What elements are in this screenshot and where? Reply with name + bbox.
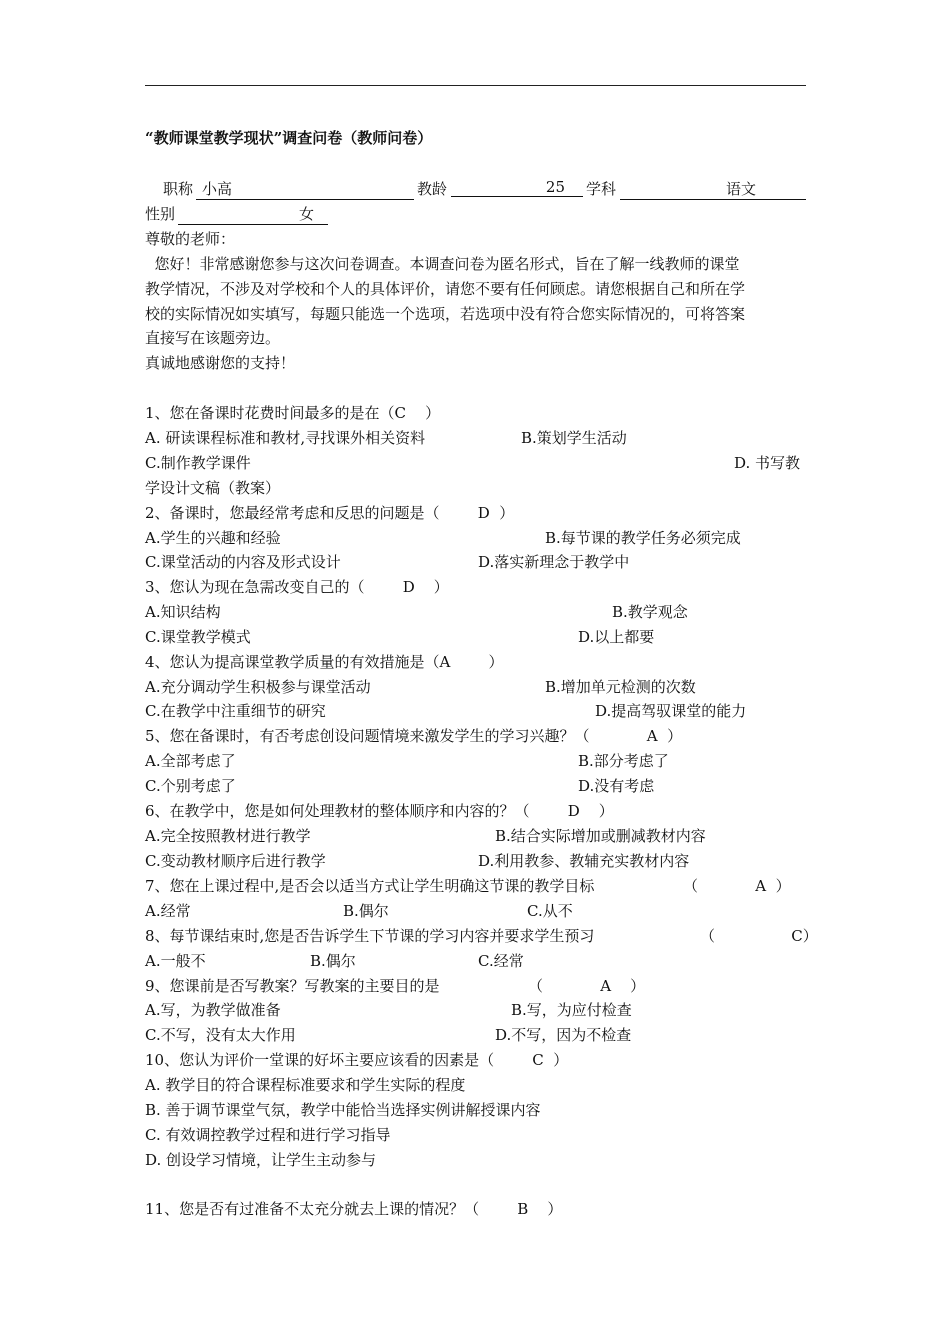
q3-option-c: C.课堂教学模式 [145, 628, 251, 646]
q4-option-a: A.充分调动学生积极参与课堂活动 [145, 678, 371, 696]
q3-option-a: A.知识结构 [145, 603, 221, 621]
q9-answer: （ A ） [528, 977, 646, 995]
q9-option-d: D.不写，因为不检查 [495, 1026, 632, 1044]
q10-option-d: D. 创设学习情境，让学生主动参与 [145, 1151, 377, 1169]
age-value: 25 [545, 178, 565, 196]
thanks-text: 真诚地感谢您的支持！ [145, 354, 296, 372]
question-4: 4、您认为提高课堂教学质量的有效措施是（A ） [145, 653, 504, 671]
q1-option-b: B.策划学生活动 [521, 429, 627, 447]
q6-option-d: D.利用教参、教辅充实教材内容 [478, 852, 690, 870]
q10-option-c: C. 有效调控教学过程和进行学习指导 [145, 1126, 391, 1144]
q3-option-b: B.教学观念 [612, 603, 688, 621]
gender-value: 女 [298, 205, 314, 223]
question-8: 8、每节课结束时,您是否告诉学生下节课的学习内容并要求学生预习 [145, 927, 595, 945]
q5-option-b: B.部分考虑了 [578, 752, 669, 770]
q10-option-a: A. 教学目的符合课程标准要求和学生实际的程度 [145, 1076, 466, 1094]
q8-answer: （ C） [700, 927, 818, 945]
q2-option-b: B.每节课的教学任务必须完成 [545, 529, 741, 547]
intro-line: 您好！非常感谢您参与这次问卷调查。本调查问卷为匿名形式，旨在了解一线教师的课堂 [145, 255, 740, 273]
question-11: 11、您是否有过准备不太充分就去上课的情况？（ B ） [145, 1200, 563, 1218]
q8-option-b: B.偶尔 [310, 952, 356, 970]
q9-option-a: A.写，为教学做准备 [145, 1001, 281, 1019]
q2-option-d: D.落实新理念于教学中 [478, 553, 630, 571]
gender-label: 性别 [145, 205, 176, 223]
subject-label: 学科 [586, 180, 617, 198]
title-value: 小高 [202, 180, 233, 198]
q9-option-c: C.不写，没有太大作用 [145, 1026, 296, 1044]
question-7: 7、您在上课过程中,是否会以适当方式让学生明确这节课的教学目标 [145, 877, 595, 895]
subject-field [620, 178, 806, 200]
q5-option-a: A.全部考虑了 [145, 752, 236, 770]
q8-option-a: A.一般不 [145, 952, 206, 970]
q10-option-b: B. 善于调节课堂气氛，教学中能恰当选择实例讲解授课内容 [145, 1101, 541, 1119]
title-label: 职称 [163, 180, 194, 198]
intro-line: 教学情况，不涉及对学校和个人的具体评价，请您不要有任何顾虑。请您根据自己和所在学 [145, 280, 746, 298]
greeting: 尊敬的老师： [145, 230, 236, 248]
header-rule [145, 85, 806, 86]
question-10: 10、您认为评价一堂课的好坏主要应该看的因素是（ C ） [145, 1051, 569, 1069]
q4-option-b: B.增加单元检测的次数 [545, 678, 696, 696]
q1-option-c: C.制作教学课件 [145, 454, 251, 472]
question-3: 3、您认为现在急需改变自己的（ D ） [145, 578, 449, 596]
q1-option-d: D. 书写教 [734, 454, 801, 472]
q5-option-d: D.没有考虑 [578, 777, 655, 795]
question-2: 2、备课时，您最经常考虑和反思的问题是（ D ） [145, 504, 515, 522]
q4-option-c: C.在教学中注重细节的研究 [145, 702, 326, 720]
q7-option-c: C.从不 [527, 902, 573, 920]
q2-option-c: C.课堂活动的内容及形式设计 [145, 553, 341, 571]
q2-option-a: A.学生的兴趣和经验 [145, 529, 281, 547]
age-label: 教龄 [417, 180, 448, 198]
q5-option-c: C.个别考虑了 [145, 777, 236, 795]
intro-line: 校的实际情况如实填写，每题只能选一个选项，若选项中没有符合您实际情况的，可将答案 [145, 305, 746, 323]
q1-option-a: A. 研读课程标准和教材,寻找课外相关资料 [145, 429, 426, 447]
gender-field [178, 203, 328, 225]
q1-option-d-continued: 学设计文稿（教案） [145, 479, 281, 497]
subject-value: 语文 [725, 180, 756, 198]
question-9: 9、您课前是否写教案？写教案的主要目的是 [145, 977, 440, 995]
question-5: 5、您在备课时，有否考虑创设问题情境来激发学生的学习兴趣？（ A ） [145, 727, 683, 745]
q7-option-b: B.偶尔 [343, 902, 389, 920]
q8-option-c: C.经常 [478, 952, 524, 970]
title-field [196, 178, 414, 200]
q9-option-b: B.写，为应付检查 [511, 1001, 632, 1019]
q7-option-a: A.经常 [145, 902, 191, 920]
document-title: “教师课堂教学现状”调查问卷（教师问卷） [145, 129, 433, 147]
q6-option-a: A.完全按照教材进行教学 [145, 827, 311, 845]
q4-option-d: D.提高驾驭课堂的能力 [595, 702, 747, 720]
question-6: 6、在教学中，您是如何处理教材的整体顺序和内容的？（ D ） [145, 802, 614, 820]
age-field [451, 178, 583, 197]
q7-answer: （ A ） [683, 877, 791, 895]
q6-option-c: C.变动教材顺序后进行教学 [145, 852, 326, 870]
q6-option-b: B.结合实际增加或删减教材内容 [495, 827, 706, 845]
question-1: 1、您在备课时花费时间最多的是在（C ） [145, 404, 441, 422]
intro-line: 直接写在该题旁边。 [145, 329, 281, 347]
q3-option-d: D.以上都要 [578, 628, 655, 646]
